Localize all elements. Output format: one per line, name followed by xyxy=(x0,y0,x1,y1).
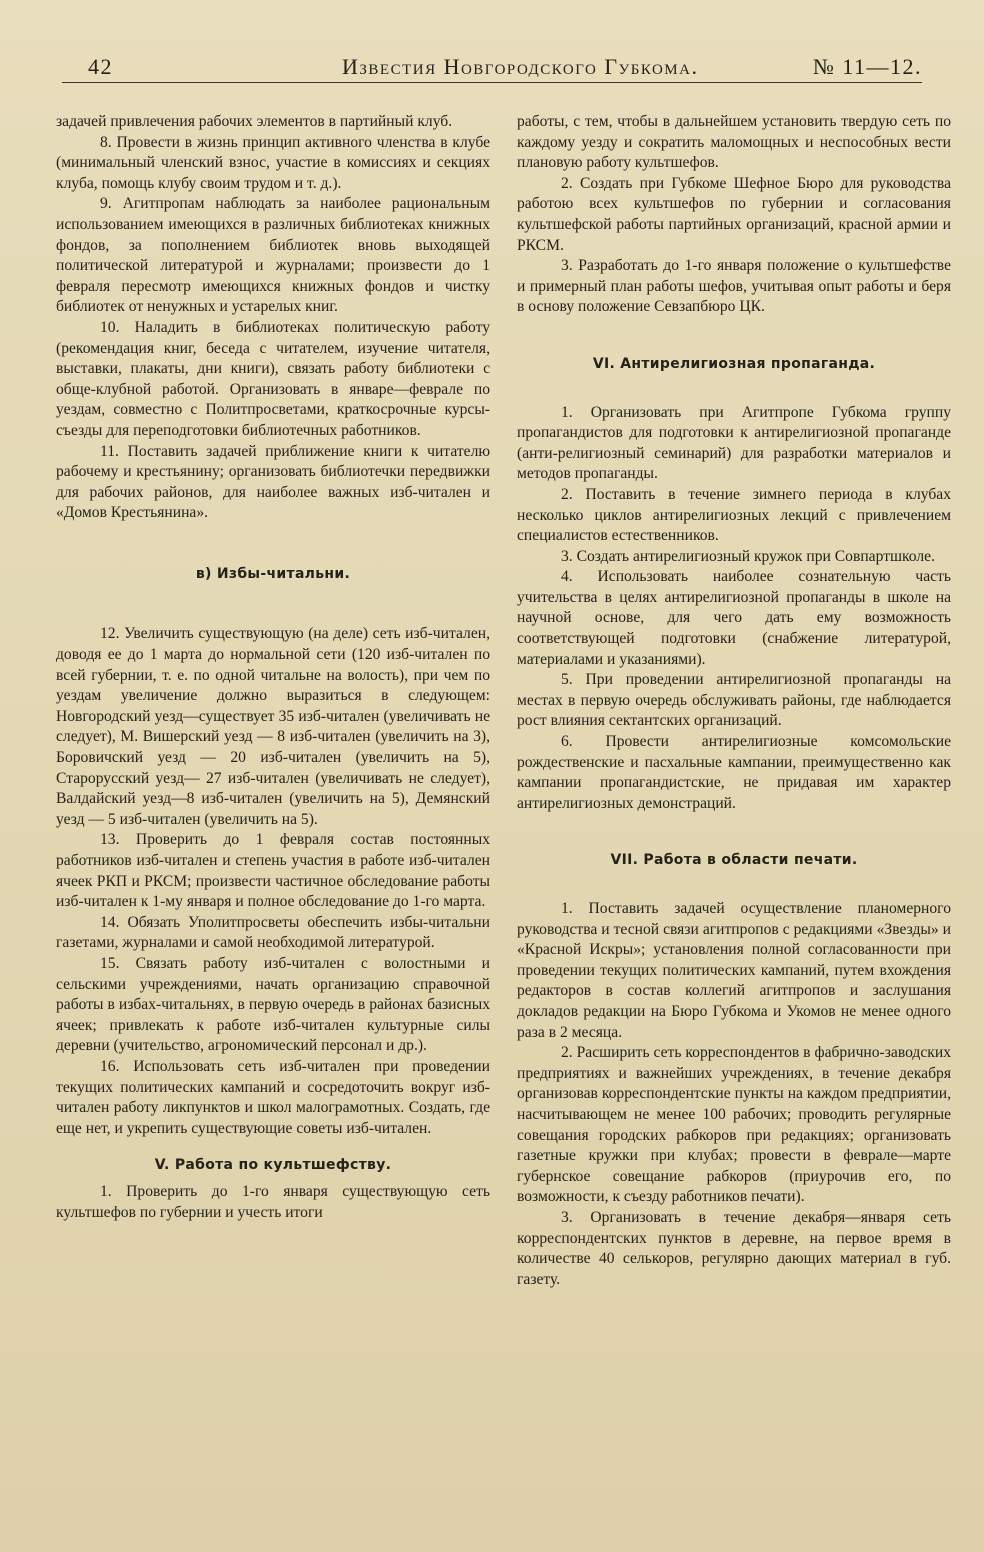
paragraph: 1. Организовать при Агитпропе Губкома группу пропагандистов для подготовки к антирелигиозной пропаганде (анти-религиозный семинарий) для разработки материалов и методов пропаганды. xyxy=(517,403,951,483)
section-heading: VII. Работа в области печати. xyxy=(610,852,858,869)
paragraph: 5. При проведении антирелигиозной пропаганды на местах в первую очередь обслуживать районы, где наблюдается рост влияния сектантских организаций. xyxy=(517,671,951,730)
page-header xyxy=(62,50,926,84)
paragraph: 1. Проверить до 1-го января существующую сеть культшефов по губернии и учесть итоги xyxy=(56,1182,490,1221)
paragraph: 8. Провести в жизнь принцип активного членства в клубе (минимальный членский взнос, участие в комиссиях и секциях клуба, помощь клубу своим трудом и т. д.). xyxy=(56,133,490,192)
paragraph: 15. Связать работу изб-читален с волостными и сельскими учреждениями, начать организацию справочной работы в избах-читальнях, в первую очередь в районах базисных ячеек; привлекать к работе изб-читален культурные силы деревни (учительство, агрономический персонал и др.). xyxy=(56,954,490,1055)
paragraph: 2. Поставить в течение зимнего периода в клубах несколько циклов антирелигиозных лекций с привлечением специалистов естественников. xyxy=(517,485,951,545)
paragraph: 1. Поставить задачей осуществление планомерного руководства и тесной связи агитпропов с редакциями «Звезды» и «Красной Искры»; установления полной согласованности при проведении текущих политических кампаний, путем вхождения редакторов в состав коллегий агитпропов и заслушания докладов редакции на Бюро Губкома и Укомов не менее одного раза в 2 месяца. xyxy=(517,900,951,1041)
paragraph: 6. Провести антирелигиозные комсомольские рождественские и пасхальные кампании, преимущественно как кампании пропагандистские, не придавая им характер антирелигиозных демонстраций. xyxy=(517,733,951,812)
section-heading: в) Избы-читальни. xyxy=(195,565,351,582)
paragraph: 2. Расширить сеть корреспондентов в фабрично-заводских предприятиях и важнейших учреждениях, в течение декабря организовав корреспондентские пункты на каждом предприятии, насчитывающем не менее 100 рабочих; проводить регулярные совещания городских рабкоров при редакциях; организовать газетные кружки при клубах; провести в феврале—марте губернское совещание рабкоров (приурочив его, по возможности, к съезду работников печати). xyxy=(517,1044,951,1206)
paragraph: работы, с тем, чтобы в дальнейшем установить твердую сеть по каждому уезду и сократить маломощных и неспособных вести плановую работу культшефов. xyxy=(517,113,951,172)
issue-number: № 11—12. xyxy=(812,54,922,79)
right-column xyxy=(517,112,951,1290)
header-rule xyxy=(62,82,922,83)
page-number: 42 xyxy=(88,54,113,79)
paragraph: 11. Поставить задачей приближение книги к читателю рабочему и крестьянину; организовать библиотечки передвижки для рабочих районов, для наиболее важных изб-читален и «Домов Крестьянина». xyxy=(56,442,490,522)
paragraph: 3. Создать антирелигиозный кружок при Совпартшколе. xyxy=(561,547,935,565)
section-heading: VI. Антирелигиозная пропаганда. xyxy=(592,355,876,372)
paragraph: 12. Увеличить существующую (на деле) сеть изб-читален, доводя ее до 1 марта до нормальной сети (120 изб-читален по всей губернии, т. е. по одной читальне на волость), при чем по уездам увеличение должно выразиться в следующем: Новгородский уезд—существует 35 изб-читален (увеличивать не следует), М. Вишерский уезд — 8 изб-читален (увеличить на 3), Боровичский уезд — 20 изб-читален (увеличить на 5), Старорусский уезд— 27 изб-читален (увеличивать не следует), Валдайский уезд—8 изб-читален (увеличить на 5), Демянский уезд — 5 изб-читален (увеличить на 5). xyxy=(56,625,490,828)
paragraph: 16. Использовать сеть изб-читален при проведении текущих политических кампаний и сосредоточить вокруг изб-читален работу ликпунктов и школ малограмотных. Создать, где еще нет, и укрепить существующие советы изб-читален. xyxy=(56,1057,490,1137)
journal-title: Известия Новгородского Губкома. xyxy=(342,54,699,79)
left-column xyxy=(56,112,490,1223)
paragraph: 3. Организовать в течение декабря—января сеть корреспондентских пунктов в деревне, на первое время в количестве 40 селькоров, регулярно дающих материал в губ. газету. xyxy=(517,1208,951,1288)
paragraph: 9. Агитпропам наблюдать за наиболее рациональным использованием имеющихся в различных библиотеках книжных фондов, за пополнением библиотек вновь выходящей политической литературой и журналами; произвести до 1 февраля пересмотр имеющихся книжных фондов и чистку библиотек от ненужных и устарелых книг. xyxy=(56,195,490,316)
paragraph: 10. Наладить в библиотеках политическую работу (рекомендация книг, беседа с читателем, изучение читателя, выставки, плакаты, дни книги), связать работу библиотеки с обще-клубной работой. Организовать в январе—феврале по уездам, совместно с Политпросветами, краткосрочные курсы-съезды для переподготовки библиотечных работников. xyxy=(56,318,490,439)
paragraph: 13. Проверить до 1 февраля состав постоянных работников изб-читален и степень участия в работе изб-читален ячеек РКП и РКСМ; произвести частичное обследование работы изб-читален к 1-му января и полное обследование до 1-го марта. xyxy=(56,831,490,911)
paragraph: 14. Обязать Уполитпросветы обеспечить избы-читальни газетами, журналами и самой необходимой литературой. xyxy=(56,913,490,952)
paragraph: 4. Использовать наиболее сознательную часть учительства в целях антирелигиозной пропаганды в школе на научной основе, для чего дать ему возможность соответствующей подготовки (снабжение литературой, материалами и указаниями). xyxy=(517,568,951,668)
section-heading: V. Работа по культшефству. xyxy=(154,1157,392,1174)
paragraph: 2. Создать при Губкоме Шефное Бюро для руководства работою всех культшефов по губернии и согласования культшефской работы партийных организаций, красной армии и РКСМ. xyxy=(517,174,951,254)
paragraph: 3. Разработать до 1-го января положение о культшефстве и примерный план работы шефов, учитывая опыт работы и беря в основу положение Севзапбюро ЦК. xyxy=(517,257,951,316)
paragraph: задачей привлечения рабочих элементов в партийный клуб. xyxy=(56,113,453,130)
